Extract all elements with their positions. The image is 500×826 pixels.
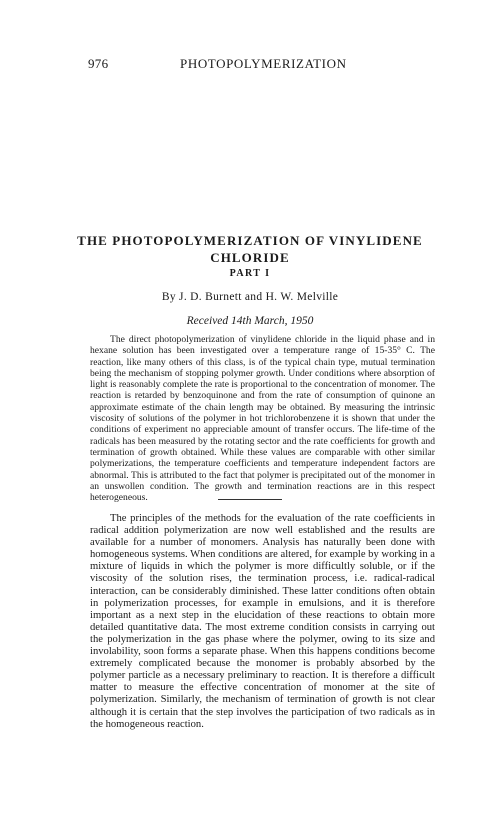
- running-title: PHOTOPOLYMERIZATION: [180, 56, 347, 71]
- body-paragraph: The principles of the methods for the evaluation of the rate coefficients in radical addition polymerization are now well established and the results are available for a number of monomers. Analysis has naturally been done with homogeneous systems. When conditions are altered, for example by working in a mixture of liquids in which the polymer is more difficultly soluble, or if the viscosity of the solution rises, the termination process, i.e. radical-radical interaction, can be considerably diminished. These latter conditions often obtain in polymerization processes, for example in emulsions, and it is therefore important as a next step in the elucidation of these reactions to obtain more detailed quantitative data. The most extreme condition consists in carrying out the polymerization in the gas phase where the polymer, owing to its size and involability, soon forms a separate phase. When this happens conditions become extremely complicated because the monomer is probably absorbed by the polymer particle as a necessary preliminary to reaction. It is therefore a difficult matter to measure the effective concentration of monomer at the site of polymerization. Similarly, the mechanism of termination of growth is not clear although it is certain that the step involves the participation of two radicals as in the homogeneous reaction.: [90, 513, 435, 730]
- abstract: The direct photopolymerization of vinylidene chloride in the liquid phase and in hexane solution has been investigated over a temperature range of 15-35° C. The reaction, like many others of this class, is of the typical chain type, mutual termination being the mechanism of stopping polymer growth. Under conditions where absorption of light is reasonably complete the rate is proportional to the concentration of monomer. The reaction is retarded by benzoquinone and from the rate of consumption of quinone an approximate estimate of the chain length may be obtained. By measuring the intrinsic viscosity of solutions of the polymer in hot trichlorobenzene it is shown that under the conditions of experiment no appreciable amount of transfer occurs. The life-time of the radicals has been measured by the rotating sector and the rate coefficients for growth and termination of growth obtained. While these values are comparable with other similar polymerizations, the temperature coefficients and temperature independent factors are abnormal. This is attributed to the fact that polymer is precipitated out of the monomer in an unswollen condition. The growth and termination reactions are in this respect heterogeneous.: [90, 334, 435, 504]
- received-date: Received 14th March, 1950: [186, 315, 314, 327]
- section-divider: [218, 499, 282, 500]
- article-title: THE PHOTOPOLYMERIZATION OF VINYLIDENE CHLORIDE: [77, 233, 423, 265]
- page-number: 976: [88, 56, 109, 71]
- running-head: [0, 56, 500, 72]
- article-part: PART I: [229, 268, 271, 279]
- article-authors: By J. D. Burnett and H. W. Melville: [161, 291, 339, 303]
